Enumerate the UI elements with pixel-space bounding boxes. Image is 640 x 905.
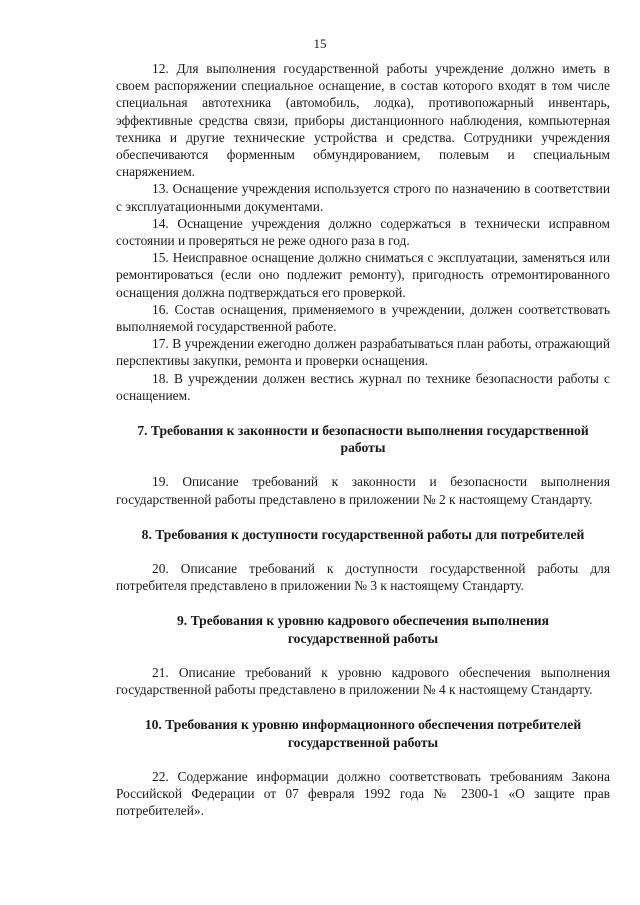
paragraph-18: 18. В учреждении должен вестись журнал по технике безопасности работы с оснащением. (116, 370, 610, 403)
paragraph-15: 15. Неисправное оснащение должно сниматься с эксплуатации, заменяться или ремонтироваться (если оно подлежит ремонту), пригодность отремонтированного оснащения должна подтверждаться его проверкой. (116, 250, 610, 300)
section-8-heading: 8. Требования к доступности государственной работы для потребителей (141, 526, 585, 542)
paragraph-13: 13. Оснащение учреждения используется строго по назначению в соответствии с эксплуатационными документами. (116, 181, 610, 214)
page-number: 15 (313, 36, 327, 51)
paragraph-14: 14. Оснащение учреждения должно содержаться в технически исправном состоянии и проверяться не реже одного раза в год. (116, 215, 610, 249)
paragraph-21: 21. Описание требований к уровню кадрового обеспечения выполнения государственной работы представлено в приложении № 4 к настоящему Стандарту. (116, 664, 610, 698)
paragraph-22: 22. Содержание информации должно соответствовать требованиям Закона Российской Федерации от 07 февраля 1992 года № 2300-1 «О защите прав потребителей». (116, 768, 610, 819)
paragraph-17: 17. В учреждении ежегодно должен разрабатываться план работы, отражающий перспективы закупки, ремонта и проверки оснащения. (116, 336, 610, 369)
paragraph-19: 19. Описание требований к законности и безопасности выполнения государственной работы представлено в приложении № 2 к настоящему Стандарту. (116, 474, 610, 507)
section-10-heading: 10. Требования к уровню информационного обеспечения потребителей государственной работы (144, 717, 582, 750)
paragraph-12: 12. Для выполнения государственной работы учреждение должно иметь в своем распоряжении специальное оснащение, в состав которого входят в том числе специальная автотехника (автомобиль, лодка), противопожарный инвентарь, эффективные средства связи, приборы дистанционного наблюдения, компьютерная техника и другие технические устройства и средства. Сотрудники учреждения обеспечиваются форменным обмундированием, полевым и специальным снаряжением. (116, 61, 610, 180)
paragraph-20: 20. Описание требований к доступности государственной работы для потребителя представлено в приложении № 3 к настоящему Стандарту. (116, 561, 610, 594)
page-content (116, 60, 610, 819)
section-7-heading: 7. Требования к законности и безопасности выполнения государственной работы (137, 423, 589, 456)
paragraph-16: 16. Состав оснащения, применяемого в учреждении, должен соответствовать выполняемой государственной работе. (116, 301, 610, 335)
section-9-heading: 9. Требования к уровню кадрового обеспечения выполнения государственной работы (177, 613, 549, 646)
